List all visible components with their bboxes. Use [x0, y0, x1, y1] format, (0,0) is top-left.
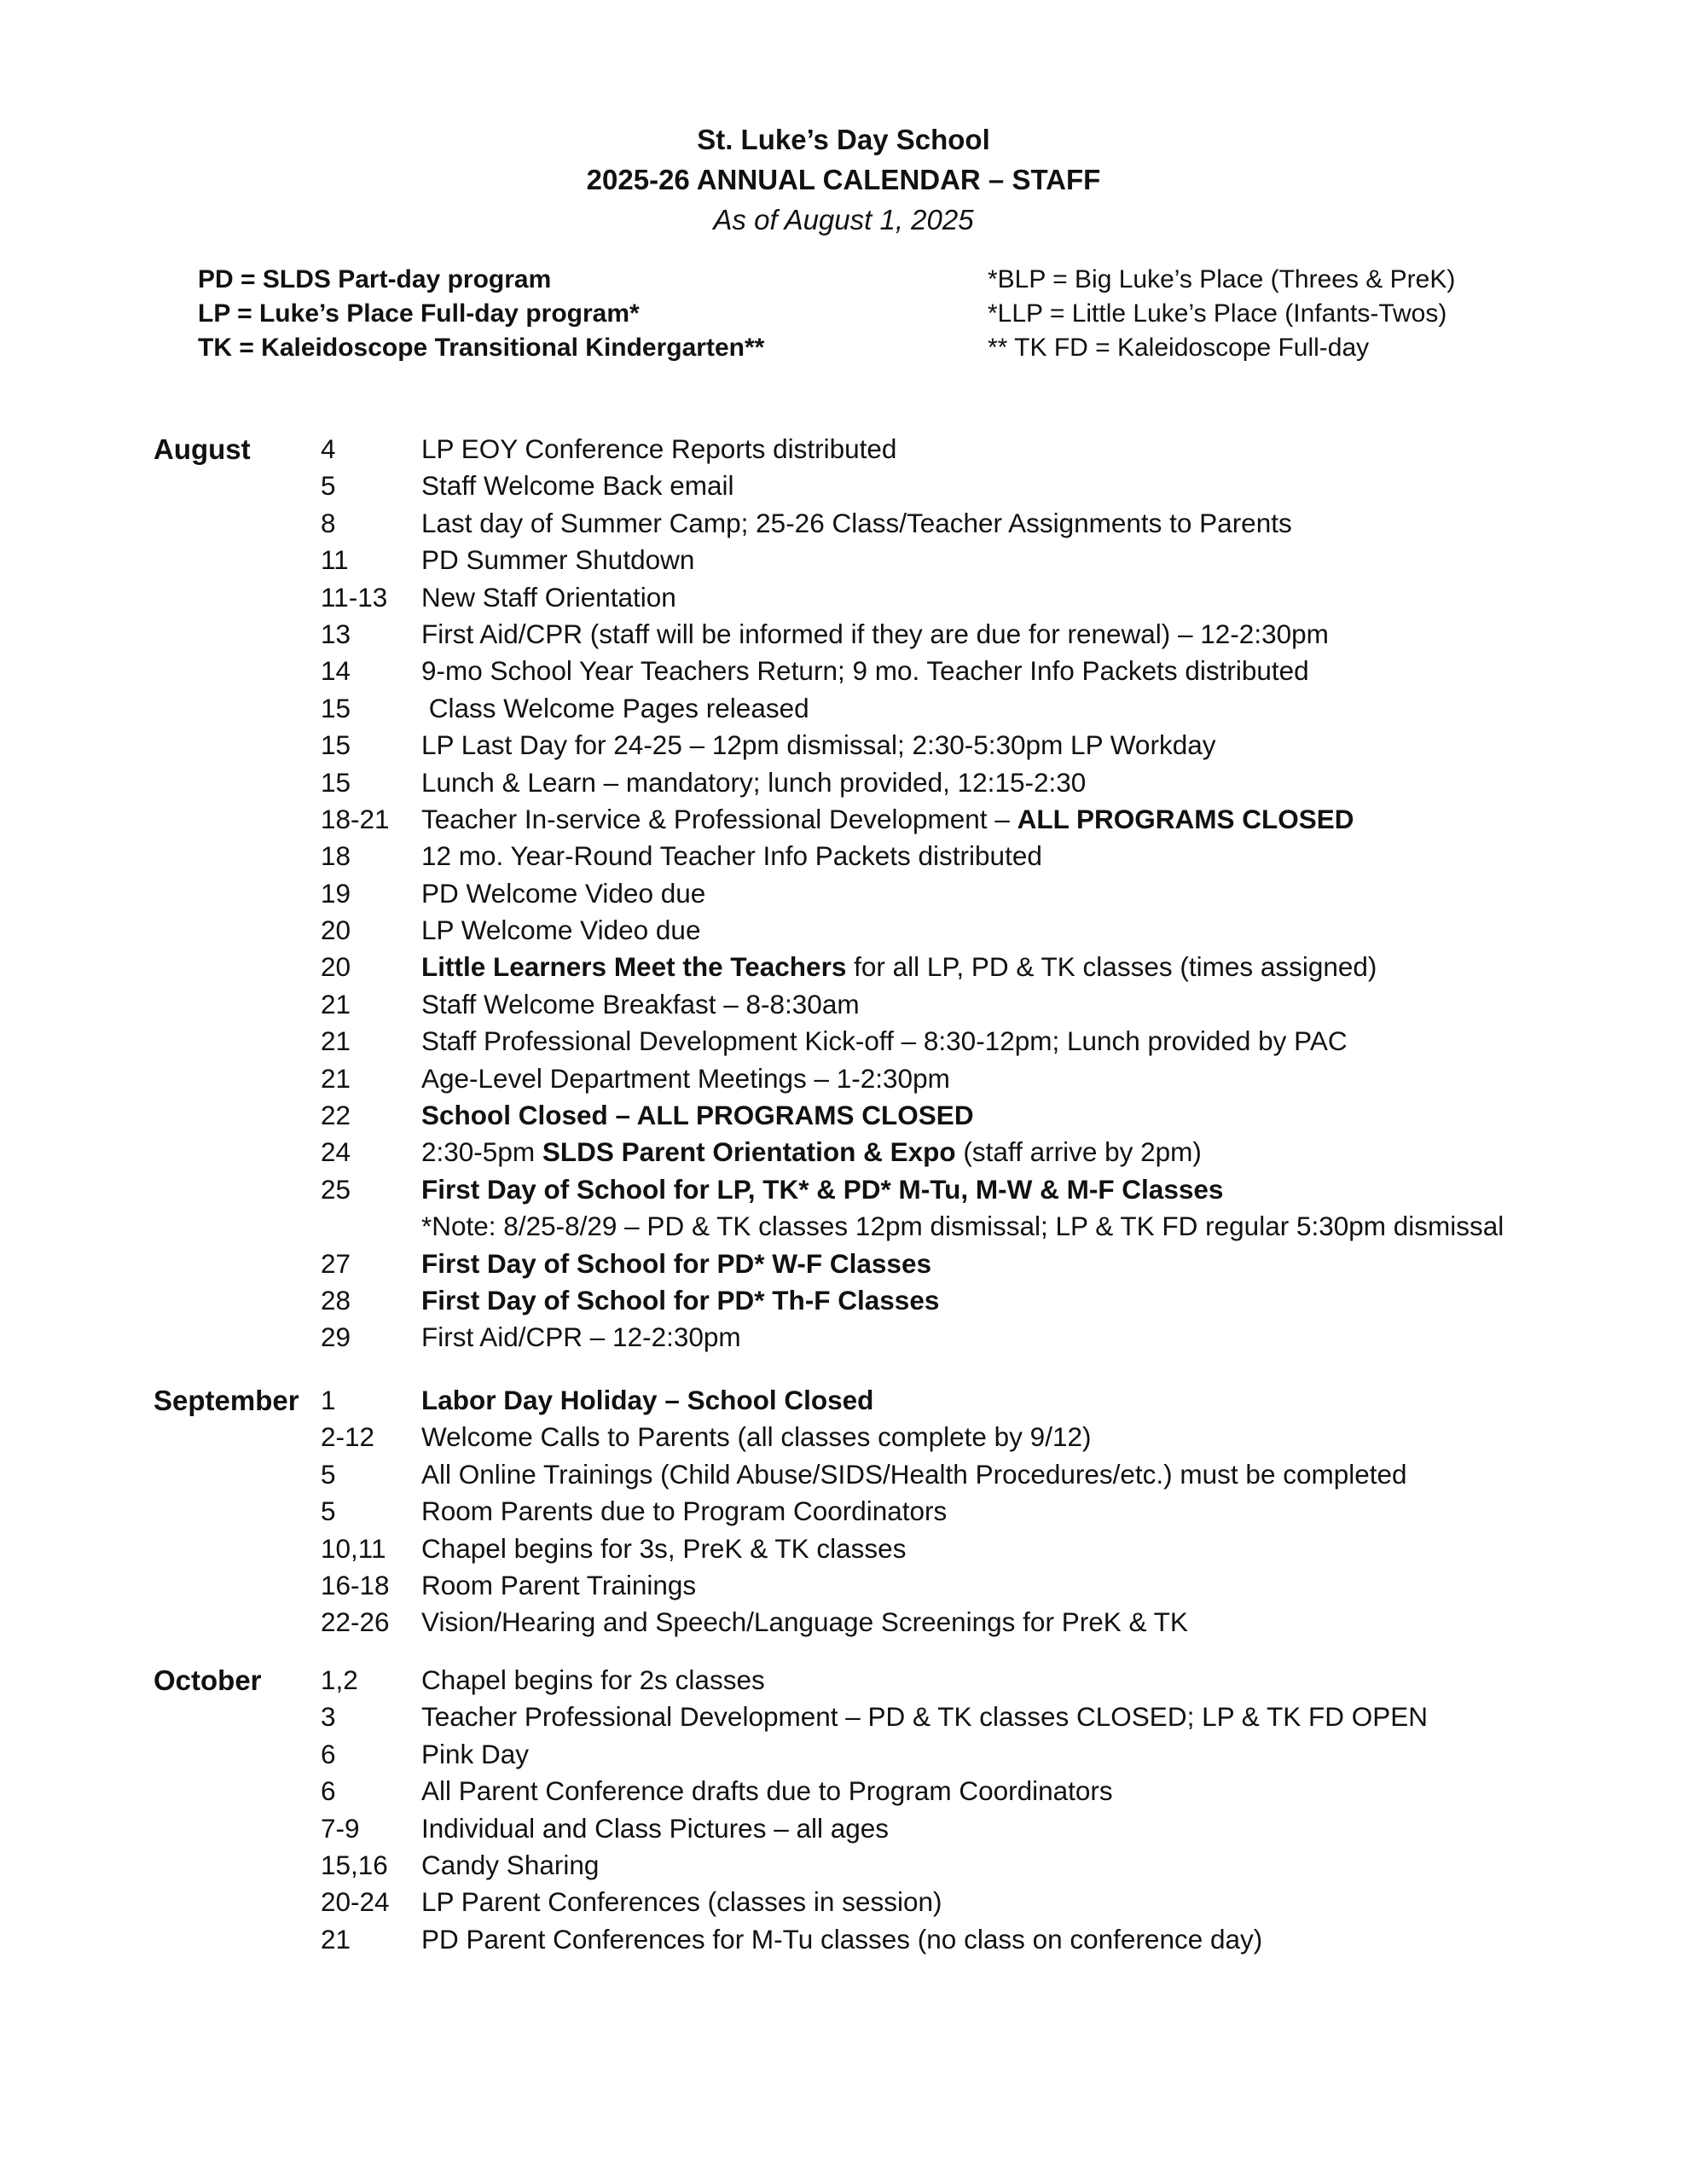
event-row [0, 1282, 1687, 1319]
event-date: 10,11 [321, 1532, 386, 1564]
event-text-emphasis: SLDS Parent Orientation & Expo [542, 1136, 956, 1168]
legend-item-lp: LP = Luke’s Place Full-day program* [198, 299, 640, 328]
event-row [0, 838, 1687, 874]
event-row [0, 1604, 1687, 1641]
event-description [421, 653, 1309, 689]
sub-program-legend [988, 263, 1455, 365]
legend-item-tk: TK = Kaleidoscope Transitional Kindergarten** [198, 334, 765, 362]
event-description [421, 1171, 1223, 1208]
event-text: Pink Day [421, 1738, 530, 1769]
event-text: Chapel begins for 2s classes [421, 1664, 765, 1695]
event-text: Chapel begins for 3s, PreK & TK classes [421, 1532, 907, 1564]
event-description [421, 1419, 1092, 1455]
school-name: St. Luke’s Day School [697, 124, 990, 155]
event-date: 5 [321, 1458, 336, 1490]
event-row [0, 875, 1687, 912]
event-text: 12 mo. Year-Round Teacher Info Packets distributed [421, 840, 1042, 872]
as-of-date: As of August 1, 2025 [713, 204, 974, 235]
event-date: 1 [321, 1385, 336, 1415]
page-title: 2025-26 ANNUAL CALENDAR – STAFF [586, 164, 1101, 195]
event-date: 6 [321, 1738, 336, 1769]
event-text: *Note: 8/25-8/29 – PD & TK classes 12pm dismissal; LP & TK FD regular 5:30pm dismissal [421, 1211, 1504, 1242]
event-text-emphasis: School Closed – ALL PROGRAMS CLOSED [421, 1100, 974, 1131]
event-date: 11 [321, 544, 349, 576]
program-legend [198, 263, 764, 365]
event-description [421, 1493, 947, 1530]
event-description [421, 1884, 942, 1920]
event-text-emphasis: Little Learners Meet the Teachers [421, 951, 847, 983]
event-row [0, 1773, 1687, 1809]
event-text: 2:30-5pm [421, 1136, 542, 1168]
event-description [421, 801, 1354, 838]
event-row [0, 1097, 1687, 1134]
legend-item-pd: PD = SLDS Part-day program [198, 265, 552, 293]
event-text: New Staff Orientation [421, 581, 676, 613]
event-description [421, 468, 733, 504]
event-description [421, 1246, 931, 1282]
event-date: 13 [321, 618, 351, 649]
event-text: Room Parent Trainings [421, 1569, 697, 1600]
event-date: 15 [321, 766, 351, 798]
event-description [421, 1567, 696, 1604]
event-row [0, 949, 1687, 985]
event-text-suffix: (staff arrive by 2pm) [955, 1136, 1202, 1168]
event-text: PD Welcome Video due [421, 877, 706, 909]
event-description [421, 838, 1042, 874]
event-date: 5 [321, 1496, 336, 1527]
event-row [0, 764, 1687, 801]
event-text-emphasis: First Day of School for LP, TK* & PD* M-Tu, M-W & M-F Classes [421, 1173, 1224, 1205]
event-description [421, 579, 676, 616]
event-text: Class Welcome Pages released [421, 692, 809, 723]
month-heading: August [154, 433, 251, 465]
event-description [421, 1382, 873, 1419]
event-date: 20 [321, 915, 351, 946]
event-row [0, 1023, 1687, 1060]
event-description [421, 1023, 1348, 1060]
event-description [421, 690, 809, 727]
event-date: 22 [321, 1100, 351, 1131]
event-description [421, 505, 1292, 542]
event-description [421, 616, 1329, 653]
event-row [0, 1134, 1687, 1170]
event-date: 18-21 [321, 803, 390, 834]
event-text: Last day of Summer Camp; 25-26 Class/Teacher Assignments to Parents [421, 507, 1292, 538]
event-text: PD Summer Shutdown [421, 544, 695, 576]
event-description [421, 1662, 765, 1699]
event-date: 28 [321, 1284, 351, 1316]
event-description [421, 1604, 1188, 1641]
event-date: 21 [321, 1062, 351, 1094]
event-row [0, 1060, 1687, 1097]
event-description [421, 764, 1086, 801]
event-description [421, 875, 705, 912]
event-description [421, 1736, 529, 1773]
event-description [421, 1456, 1407, 1493]
event-text: PD Parent Conferences for M-Tu classes (no class on conference day) [421, 1923, 1263, 1955]
event-text-emphasis: ALL PROGRAMS CLOSED [1017, 803, 1354, 834]
event-row [0, 912, 1687, 949]
event-date: 5 [321, 470, 336, 502]
event-description [421, 431, 896, 468]
event-row [0, 431, 1687, 468]
event-date: 7-9 [321, 1812, 360, 1844]
event-text: Teacher Professional Development – PD & TK classes CLOSED; LP & TK FD OPEN [421, 1701, 1428, 1733]
event-text: Individual and Class Pictures – all ages [421, 1812, 890, 1844]
legend-item-tkfd: ** TK FD = Kaleidoscope Full-day [988, 334, 1370, 362]
event-description [421, 912, 700, 949]
event-date: 22-26 [321, 1606, 390, 1638]
event-row [0, 986, 1687, 1023]
event-date: 11-13 [321, 581, 388, 613]
event-row [0, 1246, 1687, 1282]
event-text: LP EOY Conference Reports distributed [421, 433, 897, 464]
month-section-october [0, 1662, 1687, 1958]
event-row [0, 1208, 1687, 1245]
legend-item-blp: *BLP = Big Luke’s Place (Threes & PreK) [988, 265, 1456, 293]
event-text: LP Last Day for 24-25 – 12pm dismissal; 2:30-5:30pm LP Workday [421, 729, 1216, 761]
event-date: 4 [321, 433, 336, 464]
event-row [0, 1567, 1687, 1604]
event-row [0, 653, 1687, 689]
event-text-emphasis: First Day of School for PD* Th-F Classes [421, 1284, 940, 1316]
event-text: Room Parents due to Program Coordinators [421, 1496, 948, 1527]
event-description [421, 1134, 1202, 1170]
event-row [0, 1699, 1687, 1735]
event-date: 14 [321, 655, 351, 687]
event-text-emphasis: First Day of School for PD* W-F Classes [421, 1247, 931, 1279]
event-description [421, 1699, 1428, 1735]
event-description [421, 1847, 599, 1884]
event-row [0, 1531, 1687, 1567]
event-text: All Online Trainings (Child Abuse/SIDS/Health Procedures/etc.) must be completed [421, 1458, 1407, 1490]
event-description [421, 1097, 974, 1134]
event-text: Lunch & Learn – mandatory; lunch provided, 12:15-2:30 [421, 766, 1087, 798]
month-heading: September [154, 1385, 299, 1416]
event-date: 16-18 [321, 1569, 390, 1600]
event-date: 29 [321, 1321, 351, 1353]
event-row [0, 1847, 1687, 1884]
month-heading: October [154, 1664, 262, 1696]
event-text: Teacher In-service & Professional Development – [421, 803, 1017, 834]
event-date: 24 [321, 1136, 351, 1168]
event-row [0, 690, 1687, 727]
event-row [0, 1884, 1687, 1920]
event-text: Staff Professional Development Kick-off – 8:30-12pm; Lunch provided by PAC [421, 1025, 1348, 1057]
event-date: 18 [321, 840, 351, 872]
event-row [0, 542, 1687, 578]
event-row [0, 1662, 1687, 1699]
event-row [0, 1921, 1687, 1958]
event-text: LP Welcome Video due [421, 915, 701, 946]
event-description [421, 1208, 1504, 1245]
event-text-emphasis: Labor Day Holiday – School Closed [421, 1385, 874, 1415]
event-text: LP Parent Conferences (classes in session) [421, 1886, 942, 1918]
event-date: 27 [321, 1247, 351, 1279]
event-description [421, 1282, 939, 1319]
event-row [0, 1493, 1687, 1530]
event-description [421, 1060, 950, 1097]
event-date: 15 [321, 729, 351, 761]
event-description [421, 542, 694, 578]
event-row [0, 1171, 1687, 1208]
event-description [421, 1773, 1113, 1809]
event-row [0, 1319, 1687, 1356]
event-description [421, 986, 860, 1023]
event-row [0, 468, 1687, 504]
event-date: 19 [321, 877, 351, 909]
event-date: 21 [321, 988, 351, 1019]
event-text: Staff Welcome Breakfast – 8-8:30am [421, 988, 860, 1019]
event-date: 21 [321, 1923, 351, 1955]
event-row [0, 1810, 1687, 1847]
event-date: 15,16 [321, 1849, 388, 1880]
event-date: 15 [321, 692, 351, 723]
month-section-august [0, 431, 1687, 1356]
event-description [421, 1319, 741, 1356]
event-date: 1,2 [321, 1664, 358, 1695]
event-description [421, 1531, 906, 1567]
event-row [0, 801, 1687, 838]
event-date: 3 [321, 1701, 336, 1733]
event-row [0, 1419, 1687, 1455]
event-text-suffix: for all LP, PD & TK classes (times assigned) [846, 951, 1377, 983]
event-text: 9-mo School Year Teachers Return; 9 mo. Teacher Info Packets distributed [421, 655, 1309, 687]
event-text: All Parent Conference drafts due to Program Coordinators [421, 1775, 1113, 1807]
event-description [421, 727, 1215, 764]
event-date: 20 [321, 951, 351, 983]
event-row [0, 1456, 1687, 1493]
event-row [0, 727, 1687, 764]
event-text: First Aid/CPR – 12-2:30pm [421, 1321, 741, 1353]
month-section-september [0, 1382, 1687, 1641]
event-row [0, 616, 1687, 653]
event-description [421, 1921, 1262, 1958]
legend-item-llp: *LLP = Little Luke’s Place (Infants-Twos) [988, 299, 1447, 328]
event-text: Vision/Hearing and Speech/Language Screenings for PreK & TK [421, 1606, 1188, 1638]
event-row [0, 505, 1687, 542]
event-date: 21 [321, 1025, 351, 1057]
event-text: First Aid/CPR (staff will be informed if they are due for renewal) – 12-2:30pm [421, 618, 1329, 649]
event-text: Staff Welcome Back email [421, 470, 734, 502]
event-description [421, 1810, 889, 1847]
event-text: Welcome Calls to Parents (all classes complete by 9/12) [421, 1421, 1092, 1453]
event-date: 6 [321, 1775, 336, 1807]
event-text: Age-Level Department Meetings – 1-2:30pm [421, 1062, 950, 1094]
event-date: 25 [321, 1173, 351, 1205]
event-description [421, 949, 1377, 985]
event-date: 20-24 [321, 1886, 390, 1918]
event-date: 2-12 [321, 1421, 375, 1453]
document-header [0, 119, 1687, 240]
event-row [0, 579, 1687, 616]
event-date: 8 [321, 507, 336, 538]
event-row [0, 1382, 1687, 1419]
event-text: Candy Sharing [421, 1849, 600, 1880]
event-row [0, 1736, 1687, 1773]
